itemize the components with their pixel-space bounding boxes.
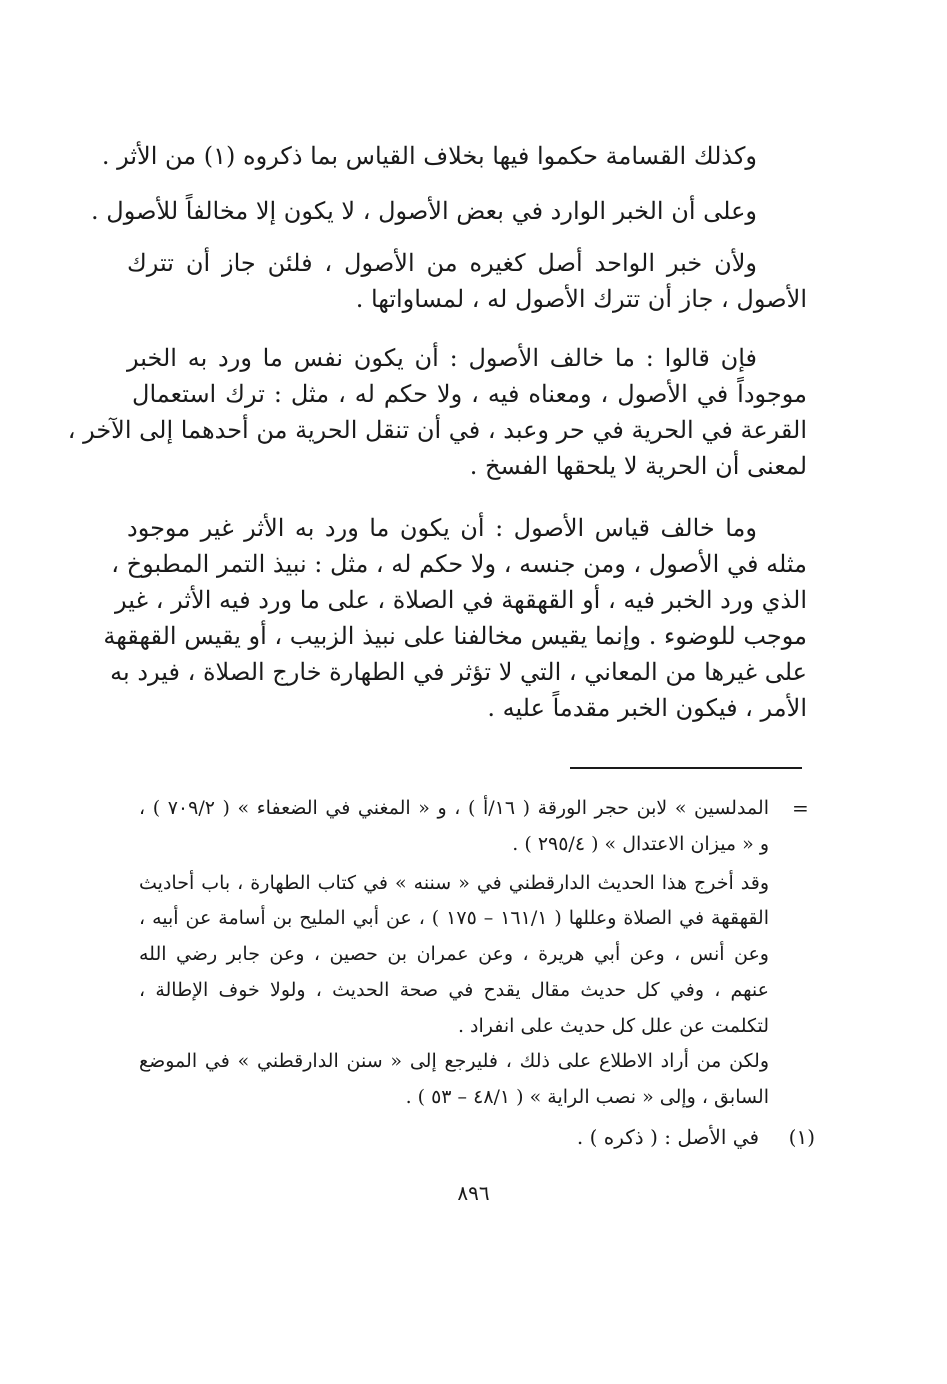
footnote-line: ولكن من أراد الاطلاع على ذلك ، فليرجع إلى « سنن الدارقطني » في الموضع bbox=[139, 1050, 769, 1072]
body-line: موجوداً في الأصول ، ومعناه فيه ، ولا حكم له ، مثل : ترك استعمال bbox=[132, 380, 807, 408]
body-line: موجب للوضوء . وإنما يقيس مخالفنا على نبيذ الزبيب ، أو يقيس القهقهة bbox=[103, 622, 807, 650]
body-line: الذي ورد الخبر فيه ، أو القهقهة في الصلاة ، على ما ورد فيه الأثر ، غير bbox=[115, 586, 807, 614]
body-line: القرعة في الحرية في حر وعبد ، في أن تنقل الحرية من أحدهما إلى الآخر ، bbox=[67, 416, 807, 444]
body-line: الأمر ، فيكون الخبر مقدماً عليه . bbox=[487, 694, 807, 722]
body-line: مثله في الأصول ، ومن جنسه ، ولا حكم له ، مثل : نبيذ التمر المطبوخ ، bbox=[111, 550, 807, 578]
body-line: فإن قالوا : ما خالف الأصول : أن يكون نفس ما ورد به الخبر bbox=[127, 344, 757, 372]
body-line: لمعنى أن الحرية لا يلحقها الفسخ . bbox=[469, 452, 807, 480]
body-line: وما خالف قياس الأصول : أن يكون ما ورد به الأثر غير موجود bbox=[127, 514, 757, 542]
footnote-separator bbox=[570, 767, 802, 769]
footnote-line: و « ميزان الاعتدال » ( ٢٩٥/٤ ) . bbox=[512, 833, 769, 855]
footnote-line: عنهم ، وفي كل حديث مقال يقدح في صحة الحديث ، ولولا خوف الإطالة ، bbox=[139, 979, 769, 1001]
body-line: ولأن خبر الواحد أصل كغيره من الأصول ، فلئن جاز أن تترك bbox=[127, 249, 757, 277]
body-line: وعلى أن الخبر الوارد في بعض الأصول ، لا يكون إلا مخالفاً للأصول . bbox=[91, 197, 757, 225]
footnote-line: المدلسين » لابن حجر الورقة ( ١٦/أ ) ، و « المغني في الضعفاء » ( ٧٠٩/٢ ) ، bbox=[139, 797, 769, 819]
body-line: وكذلك القسامة حكموا فيها بخلاف القياس بما ذكروه (١) من الأثر . bbox=[101, 142, 757, 170]
footnote-line: القهقهة في الصلاة وعللها ( ١٦١/١ – ١٧٥ ) ، عن أبي المليح بن أسامة عن أبيه ، bbox=[139, 907, 770, 929]
footnote-number: (١) bbox=[788, 1125, 815, 1149]
page-number: ٨٩٦ bbox=[457, 1181, 490, 1205]
footnote-line: وقد أخرج هذا الحديث الدارقطني في « سننه » في كتاب الطهارة ، باب أحاديث bbox=[139, 872, 769, 894]
body-line: الأصول ، جاز أن تترك الأصول له ، لمساواتها . bbox=[355, 285, 807, 313]
footnote-line: لتكلمت عن علل كل حديث على انفراد . bbox=[457, 1015, 769, 1037]
footnote-line: في الأصل : ( ذكره ) . bbox=[576, 1125, 759, 1149]
footnote-line: السابق ، وإلى « نصب الراية » ( ٤٨/١ – ٥٣ ) . bbox=[405, 1086, 769, 1108]
footnote-line: وعن أنس ، وعن أبي هريرة ، وعن عمران بن حصين ، وعن جابر رضي الله bbox=[139, 943, 769, 965]
body-line: على غيرها من المعاني ، التي لا تؤثر في الطهارة خارج الصلاة ، فيرد به bbox=[110, 658, 807, 686]
footnote-continuation-mark: = bbox=[792, 796, 809, 820]
